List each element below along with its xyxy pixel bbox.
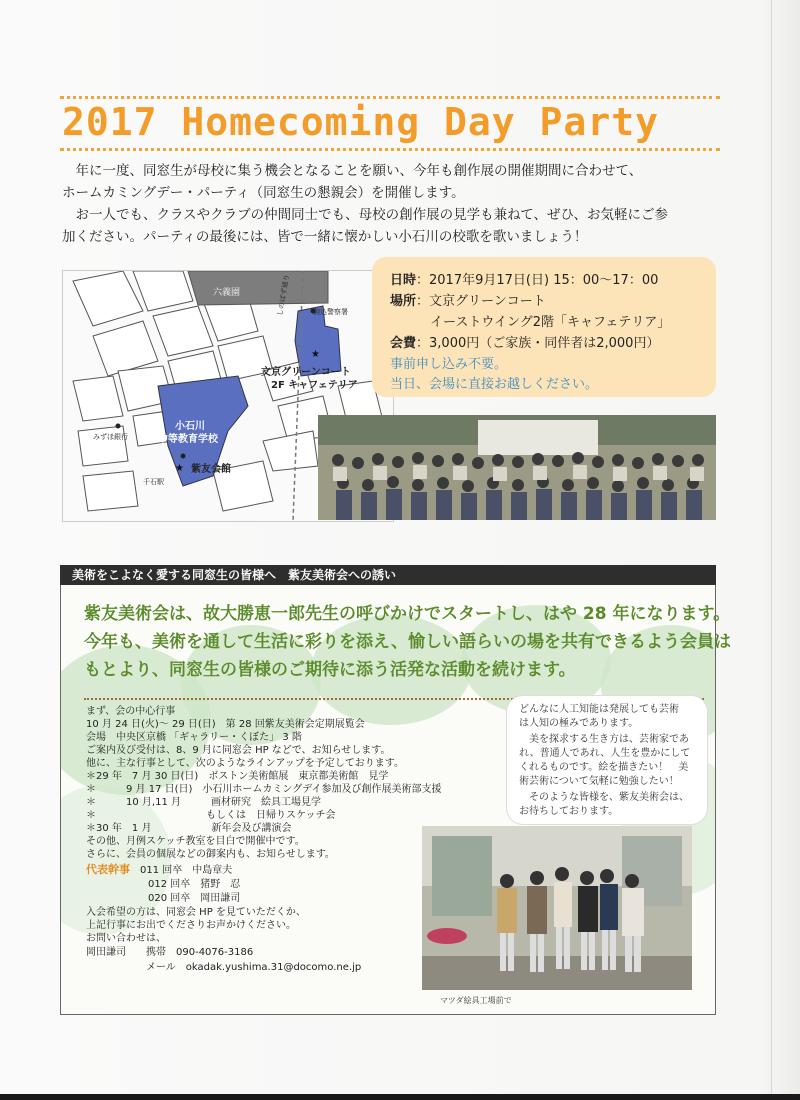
group-photo [318, 415, 716, 520]
lead-line-3: もとより、同窓生の皆様のご期待に添う活発な活動を続けます。 [84, 660, 576, 680]
art-club-header: 美術をこよなく愛する同窓生の皆様へ 紫友美術会への誘い [60, 565, 716, 585]
art-line: 他に、主な行事として、次のようなラインアップを予定しております。 [86, 758, 404, 769]
map-label-venue-floor: 2F キャフェテリア [271, 380, 358, 391]
fee-value: ：3,000円（ご家族・同伴者は2,000円） [416, 336, 660, 351]
page-edge [771, 0, 800, 1100]
art-tail-line: 上記行事にお出でくださりお声かけください。 [86, 920, 296, 931]
art-club-lead [84, 600, 732, 684]
event-info-box [372, 257, 716, 397]
art-tail-line: お問い合わせは、 [86, 933, 166, 944]
fee-label: 会費 [390, 336, 417, 351]
rep-line: 012 回卒 猪野 忍 [148, 879, 241, 890]
art-line: さらに、会員の個展などの御案内も、お知らせします。 [86, 849, 335, 860]
map-label-bank: みずほ銀行 [93, 433, 128, 441]
page-title: 2017 Homecoming Day Party [62, 100, 659, 144]
intro-line: お一人でも、クラスやクラブの仲間同士でも、母校の創作展の見学も兼ねて、ぜひ、お気軽にご参 [75, 207, 668, 223]
intro-line: 加ください。パーティの最後には、皆で一緒に懐かしい小石川の校歌を歌いましょう！ [62, 229, 588, 245]
quote-line: お待ちしております。 [519, 806, 619, 817]
dotted-rule-bottom [60, 148, 720, 151]
map-label-police: 駒込警察署 [313, 308, 348, 316]
quote-line: くれるものです。絵を描きたい！ 美 [519, 762, 689, 773]
lead-line-2: 今年も、美術を通して生活に彩りを添え、愉しい語らいの場を共有できるよう会員は [84, 632, 732, 652]
art-line: その他、月例スケッチ教室を目白で開催中です。 [86, 836, 305, 847]
map-label-shiyu: 紫友会館 [191, 464, 231, 475]
quote-line: は人知の極みであります。 [519, 718, 639, 729]
quote-line: どんなに人工知能は発展しても芸術 [519, 704, 679, 715]
intro-line: 年に一度、同窓生が母校に集う機会となることを願い、今年も創作展の開催期間に合わせて、 [75, 163, 643, 179]
intro-text [62, 160, 722, 248]
map-label-venue: 文京グリーンコート [261, 367, 351, 378]
rep-line: 011 回卒 中島章夫 [140, 865, 233, 876]
map-label-station: 千石駅 [143, 478, 164, 486]
intro-line: ホームカミングデー・パーティ（同窓生の懇親会）を開催します。 [62, 185, 465, 201]
group-photo-graphic [318, 415, 716, 520]
date-label: 日時 [390, 273, 417, 288]
contact-phone: 岡田謙司 携帯 090-4076-3186 [86, 947, 254, 958]
art-line: ＊ 10 月,11 月 画材研究 絵具工場見学 [86, 797, 321, 808]
art-line: ＊ もしくは 日帰りスケッチ会 [86, 810, 336, 821]
quote-line: そのような皆様を、紫友美術会は、 [519, 792, 689, 803]
note-line-1: 事前申し込み不要。 [390, 357, 508, 372]
date-value: ：2017年9月17日(日) 15：00〜17：00 [416, 273, 659, 288]
place-label: 場所 [390, 294, 417, 309]
quote-line: 美を探求する生き方は、芸術家であ [519, 734, 689, 745]
map-label-road: しのばず通り [275, 273, 292, 317]
photo-caption: マツダ絵具工場前で [440, 996, 512, 1005]
contact-email: メール okadak.yushima.31@docomo.ne.jp [86, 962, 362, 973]
note-line-2: 当日、会場に直接お越しください。 [390, 377, 599, 392]
map-label-school-2: 中等教育学校 [158, 434, 218, 445]
art-line: ＊30 年 1 月 新年会及び講演会 [86, 823, 292, 834]
page-bottom-bar [0, 1094, 800, 1100]
quote-line: 術芸術について気軽に勉強したい！ [519, 776, 679, 787]
art-line: ＊ 9 月 17 日(日) 小石川ホームカミングデイ参加及び創作展美術部支援 [86, 784, 442, 795]
art-line: ご案内及び受付は、8、9 月に同窓会 HP などで、お知らせします。 [86, 745, 391, 756]
factory-photo [422, 826, 692, 990]
lead-line-1: 紫友美術会は、故大勝恵一郎先生の呼びかけでスタートし、はや 28 年になります。 [84, 604, 731, 624]
map-label-school: 小石川 [175, 421, 205, 432]
art-line: 10 月 24 日(火)〜 29 日(日) 第 28 回紫友美術会定期展覧会 [86, 719, 365, 730]
quote-box [507, 696, 707, 824]
quote-line: れ、普通人であれ、人生を豊かにして [519, 748, 691, 759]
dotted-rule-top [60, 96, 720, 99]
factory-photo-graphic [422, 826, 692, 990]
place-value-2: イーストウイング2階「キャフェテリア」 [430, 315, 671, 330]
place-value: ：文京グリーンコート [416, 294, 546, 309]
art-tail-line: 入会希望の方は、同窓会 HP を見ていただくか、 [86, 907, 306, 918]
rep-label: 代表幹事 [86, 863, 130, 876]
svg-text:★: ★ [175, 463, 184, 474]
art-line: 会場 中央区京橋 「ギャラリー・くぼた」 3 階 [86, 732, 302, 743]
rep-line: 020 回卒 岡田謙司 [148, 893, 241, 904]
svg-text:★: ★ [311, 349, 320, 360]
map-label-rikugien: 六義園 [213, 288, 241, 298]
art-line: ＊29 年 7 月 30 日(日) ボストン美術館展 東京都美術館 見学 [86, 771, 389, 782]
art-line: まず、会の中心行事 [86, 706, 176, 717]
